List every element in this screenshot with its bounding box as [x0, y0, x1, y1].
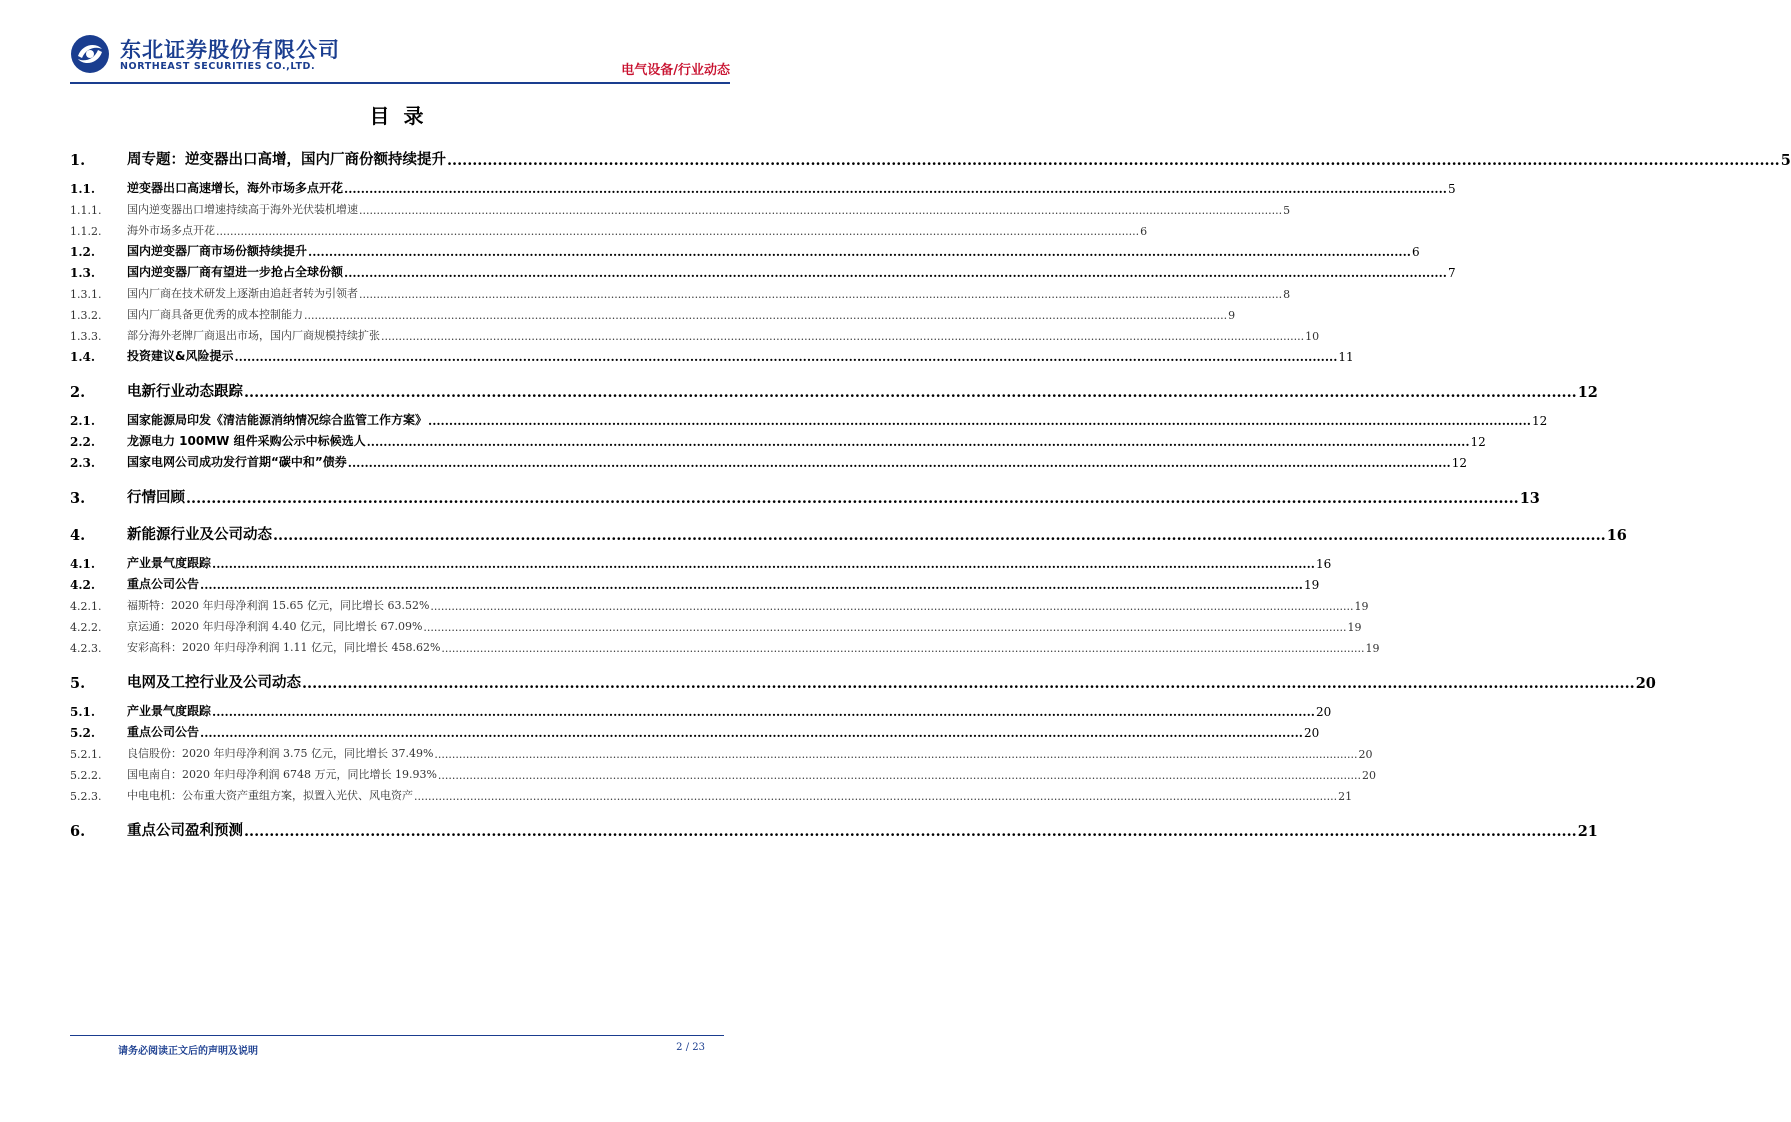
toc-entry-label: 安彩高科：2020 年归母净利润 1.11 亿元，同比增长 458.62%: [127, 641, 441, 654]
company-name-en: NORTHEAST SECURITIES CO.,LTD.: [120, 61, 316, 72]
toc-entry-number: 1.1.: [70, 182, 96, 196]
toc-entry-page: 11: [1338, 350, 1354, 364]
toc-entry-page: 19: [1365, 642, 1380, 655]
toc-entry-page: 16: [1315, 557, 1332, 571]
toc-entry-number: 4.2.: [70, 578, 96, 592]
toc-entry[interactable]: [70, 698, 1332, 719]
toc-entry[interactable]: [70, 375, 1598, 401]
toc-entry-page: 12: [1531, 414, 1548, 428]
toc-entry-page: 19: [1354, 600, 1369, 613]
toc-entry[interactable]: [70, 322, 1320, 343]
page-indicator: 2 / 23: [676, 1042, 705, 1053]
toc-entry-page: 20: [1635, 675, 1656, 692]
toc-entry-number: 1.3.: [70, 266, 96, 280]
toc-entry-number: 2.3.: [70, 456, 96, 470]
toc-entry-page: 9: [1228, 309, 1236, 322]
toc-entry-number: 5.: [70, 675, 86, 692]
toc-entry[interactable]: [70, 613, 1362, 634]
toc-entry-label: 中电电机：公布重大资产重组方案，拟置入光伏、风电资产: [127, 789, 413, 802]
toc-entry-number: 1.1.1.: [70, 204, 102, 217]
toc-entry-number: 1.4.: [70, 350, 96, 364]
toc-dot-leader: [430, 600, 1353, 613]
toc-dot-leader: [367, 435, 1470, 449]
toc-entry-number: 5.2.3.: [70, 790, 102, 803]
toc-entry-label: 逆变器出口高速增长，海外市场多点开花: [127, 181, 344, 195]
toc-dot-leader: [200, 726, 1303, 740]
toc-entry-page: 6: [1140, 225, 1148, 238]
toc-entry[interactable]: [70, 259, 1456, 280]
toc-dot-leader: [304, 309, 1227, 322]
northeast-securities-logo-icon: [70, 34, 110, 74]
toc-entry-page: 12: [1577, 384, 1598, 401]
toc-entry-page: 5: [1283, 204, 1291, 217]
toc-entry-label: 国内逆变器厂商有望进一步抢占全球份额: [127, 265, 344, 279]
toc-dot-leader: [344, 182, 1447, 196]
toc-entry-label: 周专题：逆变器出口高增，国内厂商份额持续提升: [127, 152, 446, 168]
toc-entry-label: 国内逆变器出口增速持续高于海外光伏装机增速: [127, 203, 358, 216]
toc-title: 目录: [369, 104, 438, 128]
toc-entry-label: 产业景气度跟踪: [127, 556, 212, 570]
toc-entry[interactable]: [70, 814, 1598, 840]
toc-dot-leader: [423, 621, 1346, 634]
toc-entry-label: 产业景气度跟踪: [127, 704, 212, 718]
toc-entry-label: 新能源行业及公司动态: [127, 527, 272, 543]
toc-entry-label: 京运通：2020 年归母净利润 4.40 亿元，同比增长 67.09%: [127, 620, 423, 633]
toc-entry[interactable]: [70, 343, 1354, 364]
toc-entry-label: 国内厂商在技术研发上逐渐由追赶者转为引领者: [127, 287, 358, 300]
toc-entry-page: 19: [1347, 621, 1362, 634]
toc-entry-page: 10: [1305, 330, 1320, 343]
toc-entry[interactable]: [70, 761, 1377, 782]
toc-entry-page: 21: [1577, 823, 1598, 840]
toc-entry-page: 13: [1519, 490, 1540, 507]
toc-dot-leader: [359, 204, 1282, 217]
toc-entry-label: 行情回顾: [127, 490, 185, 506]
toc-entry-page: 6: [1411, 245, 1420, 259]
toc-dot-leader: [200, 578, 1303, 592]
toc-dot-leader: [381, 330, 1304, 343]
toc-entry[interactable]: [70, 407, 1548, 428]
toc-entry-page: 21: [1338, 790, 1353, 803]
toc-entry[interactable]: [70, 301, 1236, 322]
toc-entry-number: 5.2.: [70, 726, 96, 740]
toc-entry-label: 龙源电力 100MW 组件采购公示中标候选人: [127, 434, 366, 448]
toc-entry-label: 海外市场多点开花: [127, 224, 215, 237]
toc-entry-number: 5.1.: [70, 705, 96, 719]
toc-entry-label: 国内厂商具备更优秀的成本控制能力: [127, 308, 303, 321]
toc-dot-leader: [344, 266, 1447, 280]
toc-entry-page: 5: [1447, 182, 1456, 196]
toc-entry-number: 4.2.1.: [70, 600, 102, 613]
toc-entry-page: 20: [1315, 705, 1332, 719]
toc-entry-number: 1.2.: [70, 245, 96, 259]
toc-entry-number: 4.2.2.: [70, 621, 102, 634]
toc-entry-label: 福斯特：2020 年归母净利润 15.65 亿元，同比增长 63.52%: [127, 599, 430, 612]
toc-entry[interactable]: [70, 217, 1148, 238]
toc-entry-label: 部分海外老牌厂商退出市场，国内厂商规模持续扩张: [127, 329, 380, 342]
toc-dot-leader: [216, 225, 1139, 238]
toc-entry-number: 4.: [70, 527, 86, 544]
toc-entry-page: 12: [1470, 435, 1486, 449]
toc-entry-page: 20: [1358, 748, 1373, 761]
toc-entry-page: 20: [1303, 726, 1320, 740]
toc-entry-page: 8: [1283, 288, 1291, 301]
page-header: [70, 30, 730, 80]
table-of-contents: [70, 143, 1791, 840]
toc-entry-number: 1.3.1.: [70, 288, 102, 301]
toc-dot-leader: [414, 790, 1337, 803]
toc-entry-number: 2.1.: [70, 414, 96, 428]
toc-entry[interactable]: [70, 666, 1656, 692]
toc-entry-page: 5: [1780, 152, 1791, 169]
toc-entry-page: 16: [1606, 527, 1627, 544]
toc-entry[interactable]: [70, 634, 1380, 655]
toc-entry-label: 电新行业动态跟踪: [127, 384, 243, 400]
toc-entry-label: 国内逆变器厂商市场份额持续提升: [127, 244, 308, 258]
toc-entry-page: 7: [1447, 266, 1456, 280]
toc-entry[interactable]: [70, 481, 1540, 507]
toc-entry-label: 国电南自：2020 年归母净利润 6748 万元，同比增长 19.93%: [127, 768, 437, 781]
toc-dot-leader: [302, 675, 1635, 692]
toc-entry-page: 20: [1362, 769, 1377, 782]
toc-entry-number: 1.3.2.: [70, 309, 102, 322]
header-divider: [70, 82, 730, 84]
toc-dot-leader: [348, 456, 1451, 470]
toc-entry-label: 国家能源局印发《清洁能源消纳情况综合监管工作方案》: [127, 413, 428, 427]
toc-entry-number: 4.2.3.: [70, 642, 102, 655]
toc-entry[interactable]: [70, 428, 1486, 449]
toc-dot-leader: [438, 769, 1361, 782]
toc-dot-leader: [244, 384, 1577, 401]
toc-entry[interactable]: [70, 719, 1320, 740]
toc-entry-number: 2.: [70, 384, 86, 401]
toc-entry[interactable]: [70, 196, 1291, 217]
footer-disclaimer: 请务必阅读正文后的声明及说明: [118, 1046, 258, 1057]
footer-divider: [70, 1035, 724, 1036]
toc-entry-label: 电网及工控行业及公司动态: [127, 675, 301, 691]
toc-entry-page: 19: [1303, 578, 1320, 592]
toc-entry[interactable]: [70, 518, 1627, 544]
toc-dot-leader: [244, 823, 1577, 840]
toc-entry[interactable]: [70, 550, 1332, 571]
toc-dot-leader: [359, 288, 1282, 301]
toc-entry[interactable]: [70, 571, 1320, 592]
toc-entry-number: 2.2.: [70, 435, 96, 449]
toc-dot-leader: [212, 557, 1315, 571]
toc-entry[interactable]: [70, 280, 1291, 301]
toc-entry-number: 5.2.2.: [70, 769, 102, 782]
toc-entry[interactable]: [70, 592, 1369, 613]
toc-entry-page: 12: [1451, 456, 1467, 470]
toc-dot-leader: [273, 527, 1606, 544]
toc-entry-number: 1.3.3.: [70, 330, 102, 343]
company-name-cn: 东北证券股份有限公司: [120, 38, 340, 62]
toc-dot-leader: [434, 748, 1357, 761]
toc-dot-leader: [308, 245, 1411, 259]
toc-entry[interactable]: [70, 740, 1373, 761]
toc-entry[interactable]: [70, 143, 1791, 169]
toc-entry-number: 6.: [70, 823, 86, 840]
toc-entry-label: 投资建议&风险提示: [127, 349, 234, 363]
toc-entry-label: 良信股份：2020 年归母净利润 3.75 亿元，同比增长 37.49%: [127, 747, 434, 760]
toc-entry-number: 3.: [70, 490, 86, 507]
toc-entry-label: 重点公司盈利预测: [127, 823, 243, 839]
toc-entry-label: 重点公司公告: [127, 725, 200, 739]
report-category: 电气设备/行业动态: [621, 63, 730, 78]
toc-dot-leader: [186, 490, 1519, 507]
toc-entry[interactable]: [70, 449, 1467, 470]
toc-entry-number: 1.1.2.: [70, 225, 102, 238]
toc-entry[interactable]: [70, 175, 1456, 196]
toc-entry-number: 4.1.: [70, 557, 96, 571]
toc-dot-leader: [441, 642, 1364, 655]
toc-entry-label: 国家电网公司成功发行首期“碳中和”债券: [127, 455, 347, 469]
toc-entry-number: 5.2.1.: [70, 748, 102, 761]
toc-dot-leader: [428, 414, 1531, 428]
toc-entry-number: 1.: [70, 152, 86, 169]
toc-dot-leader: [234, 350, 1337, 364]
toc-dot-leader: [447, 152, 1780, 169]
toc-entry[interactable]: [70, 782, 1353, 803]
toc-entry-label: 重点公司公告: [127, 577, 200, 591]
toc-dot-leader: [212, 705, 1315, 719]
toc-entry[interactable]: [70, 238, 1420, 259]
